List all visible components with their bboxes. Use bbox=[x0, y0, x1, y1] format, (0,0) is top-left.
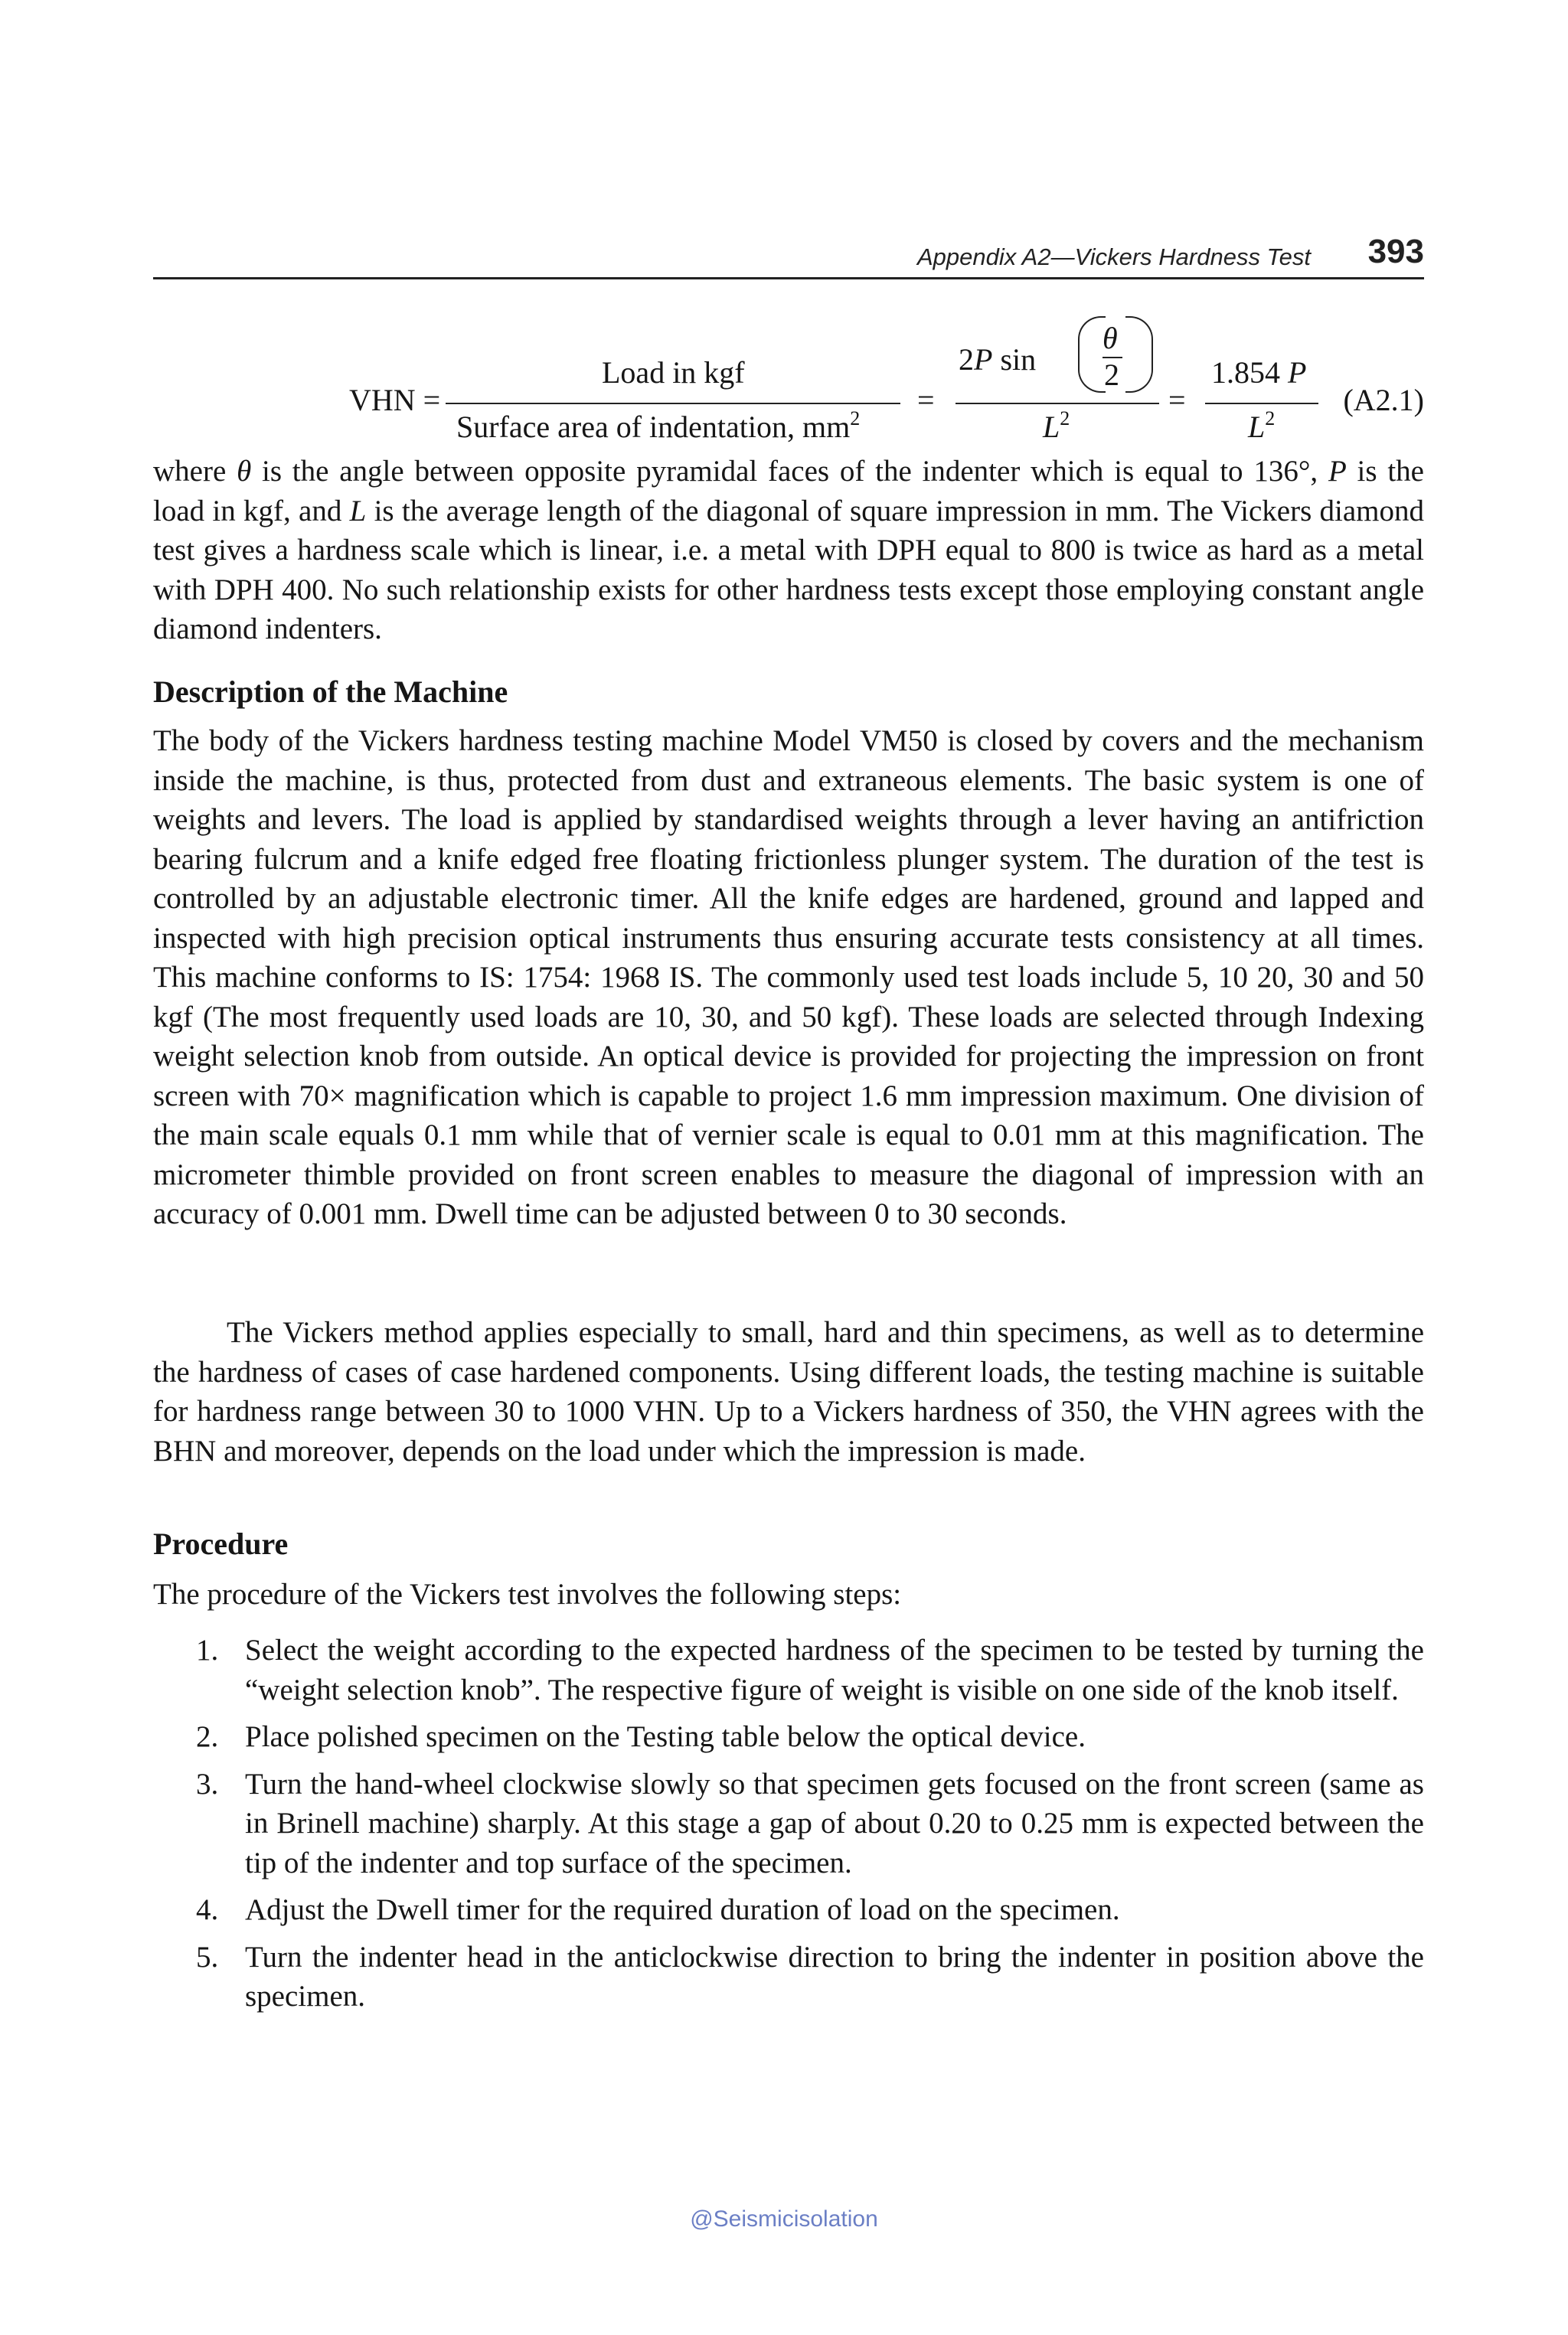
vickers-method-paragraph: The Vickers method applies especially to small, hard and thin specimens, as well as to determine the hardness of cases of case hardened components. Using different loads, the testing machine is suitable for hardness range between 30 to 1000 VHN. Up to a Vickers hardness of 350, the VHN agrees with the BHN and moreover, depends on the load under which the impression is made. bbox=[153, 1316, 1424, 1468]
equation-frac3-numerator: 1.854 P bbox=[1211, 355, 1307, 390]
intro-paragraph: where θ is the angle between opposite pyramidal faces of the indenter which is equal to 136°, P is the load in kgf, and L is the average length of the diagonal of square impression in mm. The Vickers diamond test gives a hardness scale which is linear, i.e. a metal with DPH equal to 800 is twice as hard as a metal with DPH 400. No such relationship exists for other hardness tests except those employing constant angle diamond indenters. bbox=[153, 455, 1425, 645]
equation-a2-1 bbox=[153, 306, 1424, 467]
equation-number: (A2.1) bbox=[1343, 383, 1424, 417]
list-item bbox=[153, 1765, 1424, 1883]
section-heading-procedure: Procedure bbox=[153, 1527, 289, 1561]
step-text: Place polished specimen on the Testing table below the optical device. bbox=[245, 1720, 1086, 1753]
section-heading-machine: Description of the Machine bbox=[153, 674, 508, 709]
running-header bbox=[153, 231, 1424, 279]
fraction-bar bbox=[1205, 403, 1318, 404]
equation-lhs: VHN = bbox=[349, 383, 441, 417]
equation-frac2-denominator: $L^2$ bbox=[1043, 407, 1070, 444]
equation-frac1-denominator: Surface area of indentation, $mm^2$ bbox=[456, 407, 861, 444]
step-text: Turn the indenter head in the anticlockwise direction to bring the indenter in position above the specimen. bbox=[245, 1940, 1424, 2013]
theta-symbol: θ bbox=[1102, 321, 1118, 355]
step-text: Select the weight according to the expected hardness of the specimen to be tested by turning the “weight selection knob”. The respective figure of weight is visible on one side of the knob itself. bbox=[245, 1634, 1424, 1706]
page-number: 393 bbox=[1367, 233, 1424, 270]
procedure-steps-list bbox=[153, 1631, 1424, 2024]
step-number: 3. bbox=[196, 1767, 219, 1801]
machine-description-paragraph: The body of the Vickers hardness testing machine Model VM50 is closed by covers and the mechanism inside the machine, is thus, protected from dust and extraneous elements. The basic system is one of weights and levers. The load is applied by standardised weights through a lever having an antifriction bearing fulcrum and a knife edged free floating frictionless plunger system. The duration of the test is controlled by an adjustable electronic timer. All the knife edges are hardened, ground and lapped and inspected with high precision optical instruments thus ensuring accurate tests consistency at all times. This machine conforms to IS: 1754: 1968 IS. The commonly used test loads include 5, 10 20, 30 and 50 kgf (The most frequently used loads are 10, 30, and 50 kgf). These loads are selected through Indexing weight selection knob from outside. An optical device is provided for projecting the impression on front screen with 70× magnification which is capable to project 1.6 mm impression maximum. One division of the main scale equals 0.1 mm while that of vernier scale is equal to 0.01 mm at this magnification. The micrometer thimble provided on front screen enables to measure the diagonal of impression with an accuracy of 0.001 mm. Dwell time can be adjusted between 0 to 30 seconds. bbox=[153, 724, 1424, 1230]
step-text: Turn the hand-wheel clockwise slowly so that specimen gets focused on the front screen (same as in Brinell machine) sharply. At this stage a gap of about 0.20 to 0.25 mm is expected between the tip of the indenter and top surface of the specimen. bbox=[245, 1767, 1424, 1879]
header-title: Appendix A2—Vickers Hardness Test bbox=[916, 243, 1311, 270]
right-paren bbox=[1125, 316, 1153, 393]
equals-sign: = bbox=[917, 383, 935, 417]
list-item bbox=[153, 1717, 1424, 1757]
equation-frac3-denominator: $L^2$ bbox=[1248, 407, 1276, 444]
fraction-bar bbox=[446, 403, 900, 404]
fraction-bar bbox=[956, 403, 1159, 404]
list-item bbox=[153, 1938, 1424, 2017]
list-item bbox=[153, 1631, 1424, 1710]
equals-sign: = bbox=[1168, 383, 1186, 417]
step-number: 2. bbox=[196, 1720, 219, 1753]
left-paren bbox=[1078, 316, 1106, 393]
watermark-link[interactable]: @Seismicisolation bbox=[690, 2206, 878, 2232]
step-number: 4. bbox=[196, 1893, 219, 1926]
step-number: 5. bbox=[196, 1940, 219, 1974]
procedure-intro: The procedure of the Vickers test involves the following steps: bbox=[153, 1578, 902, 1611]
list-item bbox=[153, 1890, 1424, 1930]
equation-frac2-numerator: 2P sin bbox=[959, 342, 1037, 377]
denominator-two: 2 bbox=[1104, 358, 1119, 392]
equation-frac1-numerator: Load in kgf bbox=[602, 355, 745, 390]
step-text: Adjust the Dwell timer for the required duration of load on the specimen. bbox=[245, 1893, 1120, 1926]
step-number: 1. bbox=[196, 1634, 219, 1667]
